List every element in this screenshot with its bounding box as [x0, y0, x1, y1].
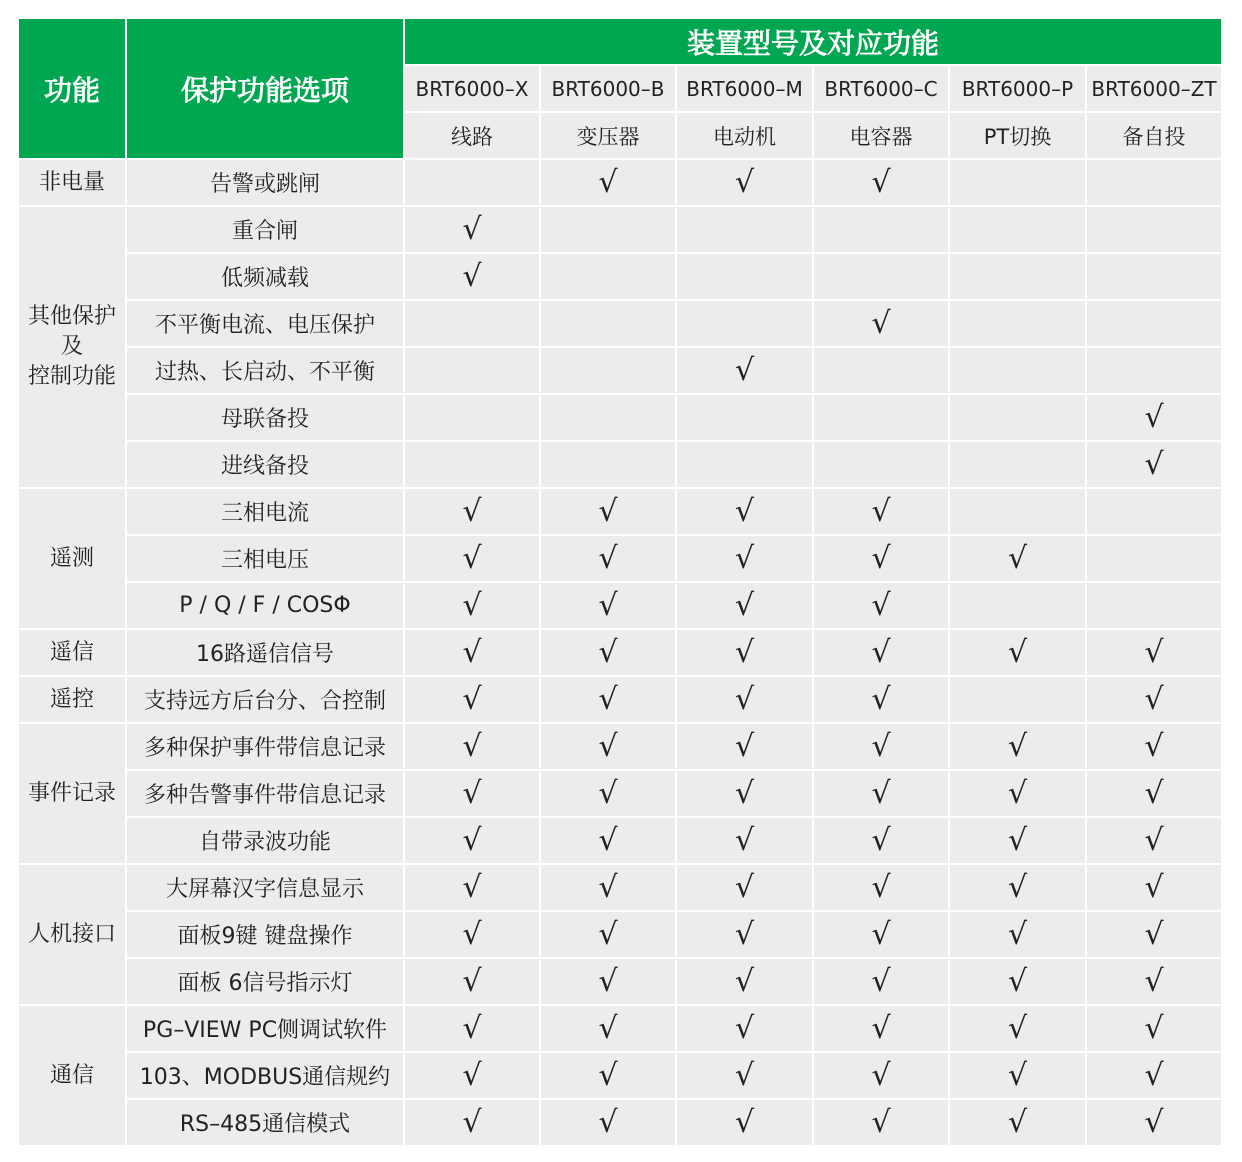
check-mark: √: [949, 535, 1086, 582]
option-label: 低频减载: [126, 253, 404, 300]
empty-cell: [949, 253, 1086, 300]
type-cell: 备自投: [1086, 112, 1222, 159]
option-label: 重合闸: [126, 206, 404, 253]
option-label: 告警或跳闸: [126, 159, 404, 206]
function-group-cell: [18, 864, 126, 1005]
empty-cell: [676, 206, 813, 253]
type-cell: PT切换: [949, 112, 1086, 159]
check-mark: √: [1086, 770, 1222, 817]
spec-table: [17, 17, 1223, 1147]
model-cell: BRT6000–ZT: [1086, 65, 1222, 112]
table-row: [18, 723, 1222, 770]
empty-cell: [949, 676, 1086, 723]
check-mark: √: [1086, 1052, 1222, 1099]
check-mark: √: [949, 770, 1086, 817]
function-group-label: 及: [60, 334, 83, 359]
empty-cell: [1086, 253, 1222, 300]
check-mark: √: [676, 817, 813, 864]
check-mark: √: [404, 1052, 540, 1099]
model-cell: BRT6000–B: [540, 65, 676, 112]
empty-cell: [404, 394, 540, 441]
check-mark: √: [1086, 1005, 1222, 1052]
check-mark: √: [949, 864, 1086, 911]
option-label: 过热、长启动、不平衡: [126, 347, 404, 394]
check-mark: √: [404, 253, 540, 300]
empty-cell: [404, 300, 540, 347]
option-label: 进线备投: [126, 441, 404, 488]
check-mark: √: [540, 629, 676, 676]
function-group-cell: [18, 676, 126, 723]
table-row: [18, 629, 1222, 676]
empty-cell: [1086, 206, 1222, 253]
table-row: [18, 253, 1222, 300]
function-group-label: 控制功能: [27, 364, 116, 389]
check-mark: √: [540, 159, 676, 206]
empty-cell: [676, 441, 813, 488]
check-mark: √: [540, 723, 676, 770]
option-label: 自带录波功能: [126, 817, 404, 864]
check-mark: √: [540, 817, 676, 864]
check-mark: √: [813, 723, 949, 770]
check-mark: √: [676, 582, 813, 629]
function-group-cell: [18, 206, 126, 488]
check-mark: √: [676, 770, 813, 817]
empty-cell: [1086, 300, 1222, 347]
type-cell: 电容器: [813, 112, 949, 159]
empty-cell: [949, 347, 1086, 394]
function-group-label: 遥测: [49, 545, 94, 571]
table-row: [18, 347, 1222, 394]
check-mark: √: [676, 1005, 813, 1052]
table-row: [18, 864, 1222, 911]
option-header: 保护功能选项: [126, 18, 404, 159]
empty-cell: [1086, 488, 1222, 535]
empty-cell: [813, 441, 949, 488]
check-mark: √: [1086, 441, 1222, 488]
option-label: 多种保护事件带信息记录: [126, 723, 404, 770]
table-row: [18, 1099, 1222, 1146]
function-group-label: 其他保护: [27, 304, 116, 329]
check-mark: √: [404, 864, 540, 911]
check-mark: √: [949, 958, 1086, 1005]
check-mark: √: [676, 911, 813, 958]
table-row: [18, 535, 1222, 582]
option-label: 多种告警事件带信息记录: [126, 770, 404, 817]
option-label: 支持远方后台分、合控制: [126, 676, 404, 723]
check-mark: √: [1086, 958, 1222, 1005]
check-mark: √: [1086, 817, 1222, 864]
table-row: [18, 676, 1222, 723]
option-label: 面板9键 键盘操作: [126, 911, 404, 958]
empty-cell: [949, 206, 1086, 253]
table-row: [18, 1005, 1222, 1052]
type-cell: 变压器: [540, 112, 676, 159]
table-row: [18, 206, 1222, 253]
empty-cell: [949, 441, 1086, 488]
check-mark: √: [813, 770, 949, 817]
empty-cell: [1086, 582, 1222, 629]
empty-cell: [404, 159, 540, 206]
check-mark: √: [404, 911, 540, 958]
check-mark: √: [540, 911, 676, 958]
check-mark: √: [813, 300, 949, 347]
check-mark: √: [676, 676, 813, 723]
check-mark: √: [540, 770, 676, 817]
check-mark: √: [813, 911, 949, 958]
empty-cell: [676, 253, 813, 300]
function-group-label: 人机接口: [27, 921, 116, 947]
check-mark: √: [949, 1099, 1086, 1146]
table-row: [18, 817, 1222, 864]
function-group-label: 事件记录: [27, 780, 116, 806]
check-mark: √: [676, 159, 813, 206]
check-mark: √: [813, 1052, 949, 1099]
table-row: [18, 1052, 1222, 1099]
check-mark: √: [949, 817, 1086, 864]
empty-cell: [540, 441, 676, 488]
check-mark: √: [949, 629, 1086, 676]
function-group-cell: [18, 488, 126, 629]
model-cell: BRT6000–M: [676, 65, 813, 112]
table-row: [18, 582, 1222, 629]
empty-cell: [813, 253, 949, 300]
check-mark: √: [676, 347, 813, 394]
model-cell: BRT6000–C: [813, 65, 949, 112]
option-label: 三相电流: [126, 488, 404, 535]
check-mark: √: [813, 676, 949, 723]
type-cell: 线路: [404, 112, 540, 159]
empty-cell: [813, 206, 949, 253]
option-label: 大屏幕汉字信息显示: [126, 864, 404, 911]
check-mark: √: [676, 958, 813, 1005]
function-group-label: 非电量: [38, 169, 105, 195]
check-mark: √: [404, 817, 540, 864]
table-header: [18, 18, 1222, 159]
check-mark: √: [540, 864, 676, 911]
check-mark: √: [949, 723, 1086, 770]
option-label: PG–VIEW PC侧调试软件: [126, 1005, 404, 1052]
option-label: 三相电压: [126, 535, 404, 582]
check-mark: √: [813, 1099, 949, 1146]
check-mark: √: [1086, 629, 1222, 676]
check-mark: √: [1086, 1099, 1222, 1146]
function-header: 功能: [18, 18, 126, 159]
empty-cell: [949, 300, 1086, 347]
check-mark: √: [676, 723, 813, 770]
check-mark: √: [676, 629, 813, 676]
table-row: [18, 488, 1222, 535]
check-mark: √: [676, 1052, 813, 1099]
check-mark: √: [949, 911, 1086, 958]
empty-cell: [1086, 535, 1222, 582]
empty-cell: [676, 394, 813, 441]
check-mark: √: [404, 629, 540, 676]
check-mark: √: [404, 1099, 540, 1146]
check-mark: √: [404, 958, 540, 1005]
table-body: [18, 159, 1222, 1146]
empty-cell: [676, 300, 813, 347]
function-group-cell: [18, 1005, 126, 1146]
option-label: P / Q / F / COSΦ: [126, 582, 404, 629]
model-cell: BRT6000–P: [949, 65, 1086, 112]
check-mark: √: [813, 817, 949, 864]
check-mark: √: [1086, 911, 1222, 958]
empty-cell: [404, 347, 540, 394]
table-row: [18, 394, 1222, 441]
table-row: [18, 911, 1222, 958]
option-label: 面板 6信号指示灯: [126, 958, 404, 1005]
model-group-header: 装置型号及对应功能: [404, 18, 1222, 65]
empty-cell: [949, 394, 1086, 441]
empty-cell: [813, 394, 949, 441]
check-mark: √: [1086, 864, 1222, 911]
check-mark: √: [813, 159, 949, 206]
function-group-label: 遥控: [49, 686, 94, 712]
check-mark: √: [813, 535, 949, 582]
option-label: 16路遥信信号: [126, 629, 404, 676]
empty-cell: [540, 300, 676, 347]
option-label: 不平衡电流、电压保护: [126, 300, 404, 347]
check-mark: √: [1086, 676, 1222, 723]
check-mark: √: [813, 1005, 949, 1052]
option-label: 103、MODBUS通信规约: [126, 1052, 404, 1099]
function-group-cell: [18, 159, 126, 206]
model-cell: BRT6000–X: [404, 65, 540, 112]
check-mark: √: [540, 676, 676, 723]
check-mark: √: [404, 1005, 540, 1052]
table-row: [18, 770, 1222, 817]
check-mark: √: [676, 535, 813, 582]
check-mark: √: [404, 535, 540, 582]
check-mark: √: [676, 488, 813, 535]
check-mark: √: [1086, 394, 1222, 441]
empty-cell: [1086, 159, 1222, 206]
function-group-label: 遥信: [49, 639, 94, 665]
empty-cell: [540, 347, 676, 394]
function-group-cell: [18, 723, 126, 864]
type-cell: 电动机: [676, 112, 813, 159]
check-mark: √: [540, 488, 676, 535]
check-mark: √: [404, 206, 540, 253]
check-mark: √: [404, 723, 540, 770]
table-row: [18, 300, 1222, 347]
check-mark: √: [540, 1099, 676, 1146]
check-mark: √: [404, 488, 540, 535]
empty-cell: [813, 347, 949, 394]
check-mark: √: [813, 629, 949, 676]
check-mark: √: [676, 864, 813, 911]
check-mark: √: [949, 1052, 1086, 1099]
check-mark: √: [813, 864, 949, 911]
empty-cell: [949, 488, 1086, 535]
table-row: [18, 441, 1222, 488]
empty-cell: [540, 394, 676, 441]
check-mark: √: [540, 582, 676, 629]
check-mark: √: [404, 676, 540, 723]
empty-cell: [1086, 347, 1222, 394]
check-mark: √: [813, 958, 949, 1005]
check-mark: √: [540, 958, 676, 1005]
check-mark: √: [404, 770, 540, 817]
option-label: 母联备投: [126, 394, 404, 441]
check-mark: √: [813, 582, 949, 629]
function-group-cell: [18, 629, 126, 676]
table-row: [18, 159, 1222, 206]
empty-cell: [949, 159, 1086, 206]
check-mark: √: [813, 488, 949, 535]
check-mark: √: [404, 582, 540, 629]
check-mark: √: [540, 1052, 676, 1099]
table-row: [18, 958, 1222, 1005]
check-mark: √: [676, 1099, 813, 1146]
empty-cell: [404, 441, 540, 488]
check-mark: √: [949, 1005, 1086, 1052]
empty-cell: [949, 582, 1086, 629]
function-group-label: 通信: [49, 1062, 94, 1088]
check-mark: √: [1086, 723, 1222, 770]
empty-cell: [540, 253, 676, 300]
check-mark: √: [540, 1005, 676, 1052]
check-mark: √: [540, 535, 676, 582]
empty-cell: [540, 206, 676, 253]
option-label: RS–485通信模式: [126, 1099, 404, 1146]
